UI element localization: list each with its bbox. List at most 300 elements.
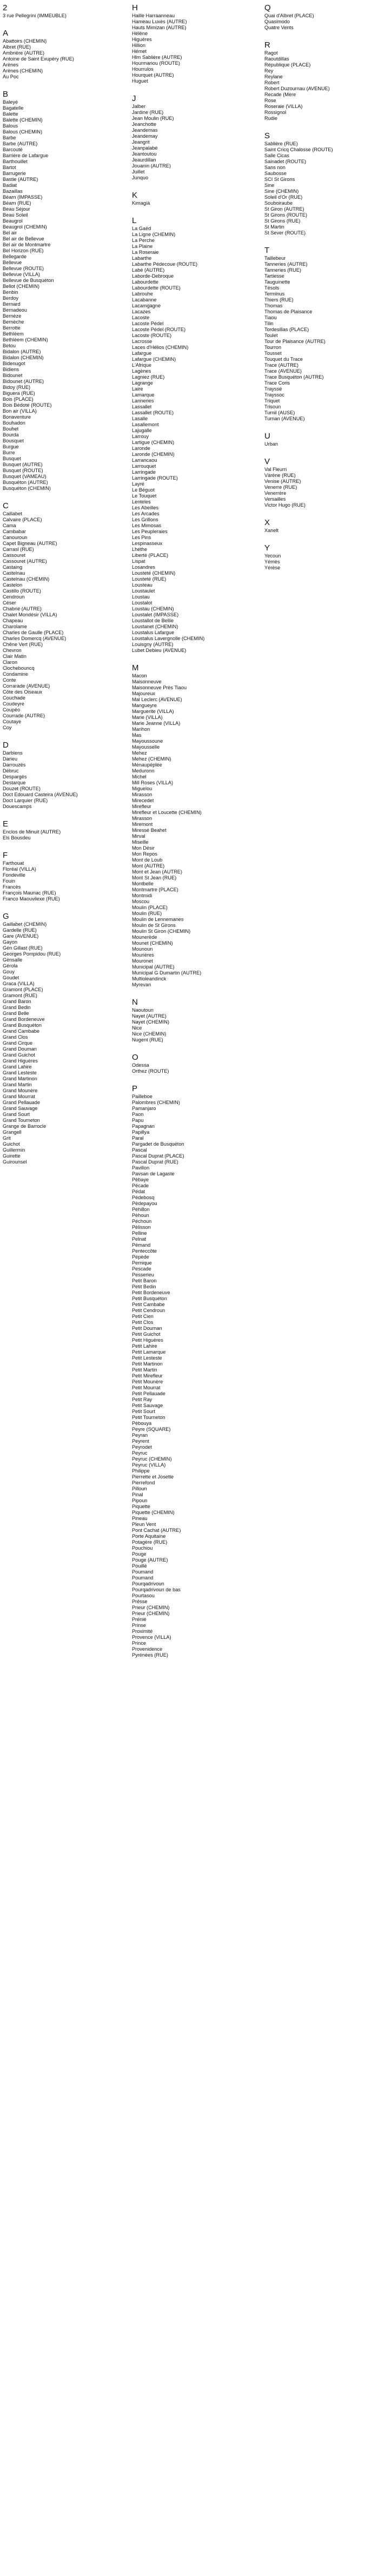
- street-name: Mirecedet: [132, 798, 154, 803]
- street-name: Grand Busquéton: [3, 1023, 42, 1028]
- section-letter: J: [132, 94, 136, 103]
- street-name: Bois (PLACE): [3, 396, 34, 402]
- section-letter: 2: [3, 3, 8, 12]
- index-section: [264, 246, 365, 422]
- street-name: 3 rue Pellegrini (IMMEUBLE): [3, 13, 67, 18]
- street-name: Guirette: [3, 1153, 21, 1159]
- street-name: La Ligne (CHEMIN): [132, 232, 176, 237]
- street-name: Guirounsel: [3, 1159, 27, 1165]
- street-name: Hourquet (AUTRE): [132, 72, 174, 78]
- street-name: St Sever (ROUTE): [264, 230, 306, 236]
- index-column-2: [132, 3, 240, 1658]
- street-name: Tanneries (AUTRE): [264, 261, 308, 267]
- street-name: Prêsse: [132, 1599, 148, 1604]
- street-name: Poumand: [132, 1575, 154, 1580]
- street-name: Papu: [132, 1118, 144, 1123]
- street-name: Bartot: [3, 165, 16, 170]
- street-name: Mon Repos: [132, 851, 157, 857]
- street-name: Pernique: [132, 1260, 152, 1266]
- street-name: Pipoun: [132, 1498, 148, 1503]
- street-name: Pécade: [132, 1183, 149, 1188]
- street-name: Naoutoun: [132, 1007, 154, 1013]
- street-name: Jeanpalabé: [132, 145, 158, 151]
- street-name: Albret (RUE): [3, 44, 31, 50]
- street-name: Mehez (CHEMIN): [132, 756, 171, 762]
- street-name: Mouronet: [132, 958, 153, 964]
- street-name: Pèbaye: [132, 1177, 149, 1182]
- street-name: Orthez (ROUTE): [132, 1068, 169, 1074]
- street-name: Loustallot de Bellie: [132, 618, 174, 623]
- street-name: Pailleboe: [132, 1094, 152, 1099]
- street-name: Lartigue (CHEMIN): [132, 440, 175, 445]
- street-name: Marihon: [132, 727, 150, 732]
- street-name: Venerre (RUE): [264, 485, 297, 490]
- street-name: Maisonneuve: [132, 679, 162, 684]
- street-name: Loustau (CHEMIN): [132, 606, 174, 611]
- street-name: Montmidi: [132, 893, 152, 898]
- index-section: [132, 3, 240, 84]
- street-name: Pelline: [132, 1230, 147, 1236]
- street-name: Berrotte: [3, 325, 21, 331]
- street-name: Xanelt: [264, 528, 279, 533]
- street-name: Tartiesse: [264, 273, 284, 279]
- index-section: [132, 1053, 240, 1074]
- street-name: Hourmariou (ROUTE): [132, 60, 180, 66]
- street-name: Moulin de Lennemanes: [132, 917, 184, 922]
- street-name: Grand Sourt: [3, 1112, 30, 1117]
- street-name: Peyre (SQUARE): [132, 1427, 171, 1432]
- street-name: Moulin de St Girons: [132, 923, 176, 928]
- street-name: Lespinasseux: [132, 541, 163, 546]
- street-name: Les Grillons: [132, 517, 158, 522]
- street-name: Lacoste: [132, 315, 150, 320]
- street-name: Franco Maouvilexe (RUE): [3, 896, 60, 902]
- street-name: Trayssé: [264, 386, 282, 392]
- street-name: Petit Cambabe: [132, 1302, 165, 1307]
- section-letter: G: [3, 912, 9, 921]
- street-name: Destarque: [3, 780, 26, 785]
- street-name: Peyrent: [132, 1438, 149, 1444]
- street-name: Bernadeou: [3, 307, 27, 313]
- street-name: Petit Cendroun: [132, 1308, 165, 1313]
- street-name: Piquette: [132, 1504, 150, 1509]
- street-name: L'Afrique: [132, 362, 151, 368]
- street-name: Chalet Mondésir (VILLA): [3, 612, 57, 617]
- street-name: Balous: [3, 123, 18, 129]
- street-name: Trace (AUTRE): [264, 362, 298, 368]
- index-section: [132, 998, 240, 1043]
- section-letter: P: [132, 1084, 138, 1093]
- section-letter: E: [3, 819, 9, 829]
- street-name: Balous (CHEMIN): [3, 129, 43, 134]
- street-name: Ambrière (AUTRE): [3, 50, 45, 56]
- street-name: Petit Lesteste: [132, 1355, 162, 1361]
- street-name: Jean Moulin (RUE): [132, 116, 174, 121]
- street-name: Turnil (AUSE): [264, 410, 295, 415]
- street-name: Bidalon (AUTRE): [3, 349, 41, 354]
- street-name: Lacoste Pédel (ROUTE): [132, 327, 186, 332]
- street-name: Lafargue (CHEMIN): [132, 357, 176, 362]
- street-name: Labourdette (ROUTE): [132, 285, 181, 291]
- street-name: Grangell: [3, 1129, 22, 1135]
- street-name: Gramont (RUE): [3, 993, 37, 998]
- street-name: Potagère (RUE): [132, 1539, 168, 1545]
- street-name: Laronde (CHEMIN): [132, 452, 175, 457]
- street-name: Mont St Jean (RUE): [132, 875, 177, 880]
- street-name: Bouhadon: [3, 420, 25, 426]
- street-name: Béarn (RUE): [3, 200, 31, 206]
- index-section: [264, 432, 365, 447]
- street-name: Bethléem: [3, 331, 24, 337]
- street-name: Prinse: [132, 1623, 147, 1628]
- street-name: Mill Roses (VILLA): [132, 780, 174, 785]
- street-name: Pavsan de Lagaste: [132, 1171, 175, 1176]
- street-name: Castillo (ROUTE): [3, 588, 41, 594]
- street-name: Mirasson: [132, 816, 152, 821]
- index-section: [132, 1084, 240, 1658]
- street-name: Lispat: [132, 559, 145, 564]
- street-name: Pascal Duprat (RUE): [132, 1159, 178, 1165]
- street-name: Gare (AVENUE): [3, 933, 39, 939]
- street-name: Liberté (PLACE): [132, 553, 168, 558]
- street-name: Labarthe Pédecoue (ROUTE): [132, 261, 198, 267]
- street-name: Darblens: [3, 750, 23, 756]
- street-name: Pesserieu: [132, 1272, 154, 1277]
- street-name: Tauguinette: [264, 279, 290, 285]
- street-name: Grand Cambabe: [3, 1028, 39, 1034]
- street-name: Petit Busquéton: [132, 1296, 167, 1301]
- street-name: Pescade: [132, 1266, 151, 1272]
- street-name: Mounet (CHEMIN): [132, 940, 173, 946]
- street-name: Philippe: [132, 1468, 150, 1474]
- street-name: Nayet (CHEMIN): [132, 1019, 169, 1025]
- street-name: Gouy: [3, 969, 15, 974]
- street-name: Tousset: [264, 351, 282, 356]
- street-name: Loustalus Lafargue: [132, 630, 175, 635]
- street-name: Pamanjaro: [132, 1106, 156, 1111]
- street-name: Touquet du Trace: [264, 357, 303, 362]
- street-name: Hémet: [132, 49, 147, 54]
- index-section: [3, 819, 111, 841]
- street-name: Turnan (AVENUE): [264, 416, 305, 421]
- street-name: Trace Busquéton (AUTRE): [264, 374, 324, 380]
- street-name: Venise (AUTRE): [264, 479, 301, 484]
- street-name: Conte: [3, 677, 16, 683]
- street-name: Ragot: [264, 50, 278, 56]
- street-name: Els Bousdeu: [3, 835, 31, 840]
- street-name: Jeaurdillan: [132, 157, 156, 163]
- street-name: Palombres (CHEMIN): [132, 1100, 180, 1105]
- street-name: Doct Larquier (RUE): [3, 798, 48, 803]
- street-name: Sablière (RUE): [264, 141, 298, 146]
- street-name: Mirasson: [132, 792, 152, 797]
- street-name: Petit Sauvage: [132, 1403, 163, 1408]
- street-name: Mangueyre: [132, 703, 157, 708]
- street-name: Penteccôte: [132, 1248, 157, 1254]
- street-name: Gén Gillast (RUE): [3, 945, 43, 951]
- street-name: Caillabet: [3, 511, 22, 516]
- street-name: Piquette (CHEMIN): [132, 1510, 175, 1515]
- street-name: Sainadet (ROUTE): [264, 159, 307, 164]
- street-name: Hourrulos: [132, 66, 154, 72]
- street-name: Lacabanne: [132, 297, 157, 302]
- street-name: Grand Lahire: [3, 1064, 32, 1070]
- street-name: Doct Edouard Casteira (AVENUE): [3, 792, 78, 797]
- street-name: Soleil d'Or (RUE): [264, 194, 303, 200]
- section-letter: T: [264, 246, 270, 255]
- street-name: Mont et Jean (AUTRE): [132, 869, 182, 875]
- street-name: Meduronn: [132, 768, 155, 774]
- street-name: Coupéo: [3, 707, 21, 712]
- street-name: Jeandemas: [132, 127, 158, 133]
- street-name: Labourdette: [132, 279, 159, 285]
- street-name: Terminus: [264, 291, 285, 297]
- street-name: Hlm Sablière (AUTRE): [132, 55, 182, 60]
- street-name: Laborde-Debroque: [132, 273, 174, 279]
- street-name: Taillebeur: [264, 255, 286, 261]
- street-name: Sine (CHEMIN): [264, 189, 299, 194]
- street-name: Mirval: [132, 833, 145, 839]
- street-name: Pédebosq: [132, 1195, 155, 1200]
- street-name: La Gaëd: [132, 226, 151, 231]
- street-name: St Giron (AUTRE): [264, 206, 304, 212]
- street-name: Tilin: [264, 321, 274, 326]
- street-name: Grand Martin: [3, 1082, 32, 1087]
- street-name: Jeandemay: [132, 133, 158, 139]
- street-name: Grit: [3, 1135, 11, 1141]
- street-name: Reylane: [264, 74, 283, 79]
- street-name: Mayousselle: [132, 744, 160, 750]
- street-name: Fouin: [3, 878, 15, 884]
- street-name: Montmartre (PLACE): [132, 887, 178, 892]
- street-name: Ménaupéplée: [132, 762, 162, 768]
- street-name: Mayoussoune: [132, 738, 163, 744]
- street-name: Trace (AVENUE): [264, 368, 302, 374]
- street-name: Jardine (RUE): [132, 110, 164, 115]
- section-letter: M: [132, 663, 139, 672]
- street-name: Burgue: [3, 444, 19, 449]
- street-name: Lagniez (RUE): [132, 374, 165, 380]
- street-name: Miressé Beahet: [132, 828, 167, 833]
- street-name: Lassallet (ROUTE): [132, 410, 174, 415]
- street-name: Hameau Luxès (AUTRE): [132, 19, 187, 24]
- street-name: Lagrange: [132, 380, 153, 386]
- street-name: Paon: [132, 1112, 144, 1117]
- street-name: Darrouzès: [3, 762, 26, 768]
- street-name: Bouhet: [3, 426, 19, 432]
- street-name: Petit Mourrat: [132, 1385, 161, 1390]
- street-name: Petit Guichot: [132, 1331, 161, 1337]
- street-name: Papillya: [132, 1129, 150, 1135]
- street-name: Grand Guichot: [3, 1052, 35, 1058]
- street-name: Grand Lesteste: [3, 1070, 37, 1075]
- street-name: Douescamps: [3, 804, 32, 809]
- street-name: Roseraie (VILLA): [264, 104, 303, 109]
- street-name: Jeantoutou: [132, 151, 157, 157]
- street-name: Raoutdillas: [264, 56, 289, 62]
- street-name: Lafargue: [132, 351, 152, 356]
- index-section: [132, 663, 240, 988]
- street-name: Loustaulet: [132, 588, 155, 594]
- street-name: Castaing: [3, 564, 23, 570]
- index-section: [3, 851, 111, 902]
- street-name: Barbe: [3, 135, 16, 140]
- street-name: Mal Leclerc (AVENUE): [132, 697, 182, 702]
- street-name: Pinal: [132, 1492, 143, 1497]
- street-name: Lajugalle: [132, 428, 152, 433]
- street-name: Pédat: [132, 1189, 145, 1194]
- street-name: Betou: [3, 343, 16, 348]
- street-name: Labrouhe: [132, 291, 153, 297]
- street-name: Cassouret: [3, 553, 25, 558]
- street-name: Petit Cien: [132, 1314, 154, 1319]
- index-section: [264, 543, 365, 571]
- street-name: Multioleandinck: [132, 976, 167, 981]
- index-section: [264, 457, 365, 508]
- street-name: Nice: [132, 1025, 142, 1031]
- street-name: Céser: [3, 600, 16, 606]
- street-name: Juillet: [132, 169, 145, 174]
- street-name: Arènes (CHEMIN): [3, 68, 43, 73]
- street-name: Busquet (VAMEAU): [3, 474, 47, 479]
- street-name: Bonaventure: [3, 414, 31, 420]
- street-name: Pelnat: [132, 1236, 147, 1242]
- street-name: Tour de Plaisance (AUTRE): [264, 339, 326, 344]
- street-name: Marguerite (VILLA): [132, 709, 174, 714]
- street-name: Prieur (CHEMIN): [132, 1611, 170, 1616]
- street-name: Higuères: [132, 37, 152, 42]
- street-name: Tanneries (RUE): [264, 267, 301, 273]
- street-name: Farthouat: [3, 860, 24, 866]
- street-name: Gramont (PLACE): [3, 987, 43, 992]
- street-name: Mounoun: [132, 946, 153, 952]
- index-section: [264, 131, 365, 236]
- street-name: Pépède: [132, 1254, 149, 1260]
- street-name: Gayon: [3, 939, 18, 945]
- street-name: Francès: [3, 884, 21, 890]
- section-letter: R: [264, 41, 270, 50]
- street-name: Abattoirs (CHEMIN): [3, 38, 47, 44]
- street-name: Courrade (AUTRE): [3, 713, 45, 718]
- index-section: [3, 90, 111, 492]
- street-name: Barrière de Lafargue: [3, 153, 49, 158]
- street-name: Salle Cicas: [264, 153, 289, 158]
- street-name: Petit Lamarque: [132, 1349, 166, 1355]
- section-letter: K: [132, 191, 138, 200]
- street-name: Busquet (ROUTE): [3, 468, 43, 473]
- street-name: Sine: [264, 183, 275, 188]
- street-name: Les Arcades: [132, 511, 160, 516]
- street-name: Gaillabet (CHEMIN): [3, 922, 47, 927]
- street-name: Grand Martinon: [3, 1076, 37, 1081]
- street-name: Charles de Gaulle (PLACE): [3, 630, 64, 635]
- street-name: Lasalle: [132, 416, 148, 421]
- street-name: Nice (CHEMIN): [132, 1031, 167, 1037]
- street-name: Trace Coris: [264, 380, 290, 386]
- street-name: Thomas: [264, 303, 283, 308]
- street-name: Laces d'Hélios (CHEMIN): [132, 345, 189, 350]
- street-name: Robert: [264, 80, 280, 85]
- street-name: Victor Hugo (RUE): [264, 502, 306, 508]
- street-name: Petit Clos: [132, 1320, 154, 1325]
- street-name: Bernèze: [3, 313, 22, 319]
- street-name: Barcouté: [3, 147, 23, 152]
- index-section: [264, 518, 365, 534]
- section-letter: O: [132, 1053, 138, 1062]
- street-name: Urban: [264, 441, 278, 447]
- street-name: Badiat: [3, 183, 17, 188]
- street-name: Petit Lahire: [132, 1343, 157, 1349]
- street-name: Pierrefond: [132, 1480, 155, 1485]
- street-name: Baleyé: [3, 99, 18, 105]
- street-name: Guichot: [3, 1141, 20, 1147]
- street-name: Balette (CHEMIN): [3, 117, 43, 123]
- street-name: Larrouquet: [132, 463, 156, 469]
- street-name: Bel air de Montmartre: [3, 242, 51, 247]
- street-name: Provence (VILLA): [132, 1635, 171, 1640]
- street-name: Charolame: [3, 624, 27, 629]
- street-name: Labé (AUTRE): [132, 267, 165, 273]
- street-name: Jalber: [132, 104, 146, 109]
- street-name: Couchade: [3, 695, 25, 701]
- street-name: Corrarade (AVENUE): [3, 683, 50, 689]
- street-name: Coudeyre: [3, 701, 24, 707]
- street-name: Pourqadrivoun de bas: [132, 1587, 181, 1592]
- street-name: Grand Mourrat: [3, 1094, 35, 1099]
- index-section: [132, 94, 240, 181]
- street-name: Benbin: [3, 290, 18, 295]
- street-name: Paral: [132, 1135, 144, 1141]
- street-name: Bidenugot: [3, 361, 25, 366]
- section-letter: D: [3, 741, 9, 750]
- street-name: Grand Bordeneuve: [3, 1017, 45, 1022]
- street-name: Pilloun: [132, 1486, 147, 1491]
- section-letter: A: [3, 29, 9, 38]
- street-name: Lassallet: [132, 404, 152, 409]
- street-name: Pémand: [132, 1242, 151, 1248]
- street-name: Gardelle (RUE): [3, 927, 37, 933]
- street-name: Versailles: [264, 496, 286, 502]
- street-name: Pourqadrivoun: [132, 1581, 164, 1586]
- street-name: Darieu: [3, 756, 18, 762]
- street-name: Poumand: [132, 1569, 154, 1575]
- street-name: Bidounet: [3, 373, 23, 378]
- street-name: Moulin St Giron (CHEMIN): [132, 929, 191, 934]
- street-name: Petit Baron: [132, 1278, 157, 1283]
- street-name: Au Poc: [3, 74, 19, 79]
- street-name: Miremont: [132, 822, 153, 827]
- street-name: Grand Sauvage: [3, 1106, 38, 1111]
- section-letter: C: [3, 501, 9, 510]
- street-name: Porte Aquitaine: [132, 1534, 166, 1539]
- section-letter: H: [132, 3, 138, 12]
- street-name: St Girons (ROUTE): [264, 212, 308, 218]
- street-name: Pouge (AUTRE): [132, 1557, 168, 1563]
- street-name: Grand Cirque: [3, 1040, 33, 1046]
- street-name: Tourron: [264, 345, 282, 350]
- street-name: Petit Douman: [132, 1326, 162, 1331]
- street-name: Miseille: [132, 839, 149, 845]
- street-name: Débruc: [3, 768, 19, 774]
- street-name: Georges Pompidou (RUE): [3, 951, 61, 957]
- street-name: Loustalus Lavergnolle (CHEMIN): [132, 636, 205, 641]
- street-name: Prieur (CHEMIN): [132, 1605, 170, 1610]
- street-name: Graca (VILLA): [3, 981, 35, 986]
- street-name: Le Touquet: [132, 493, 157, 499]
- street-name: Biguera (RUE): [3, 391, 35, 396]
- street-name: Marie Jeanne (VILLA): [132, 721, 181, 726]
- street-name: Mon Désir: [132, 845, 155, 851]
